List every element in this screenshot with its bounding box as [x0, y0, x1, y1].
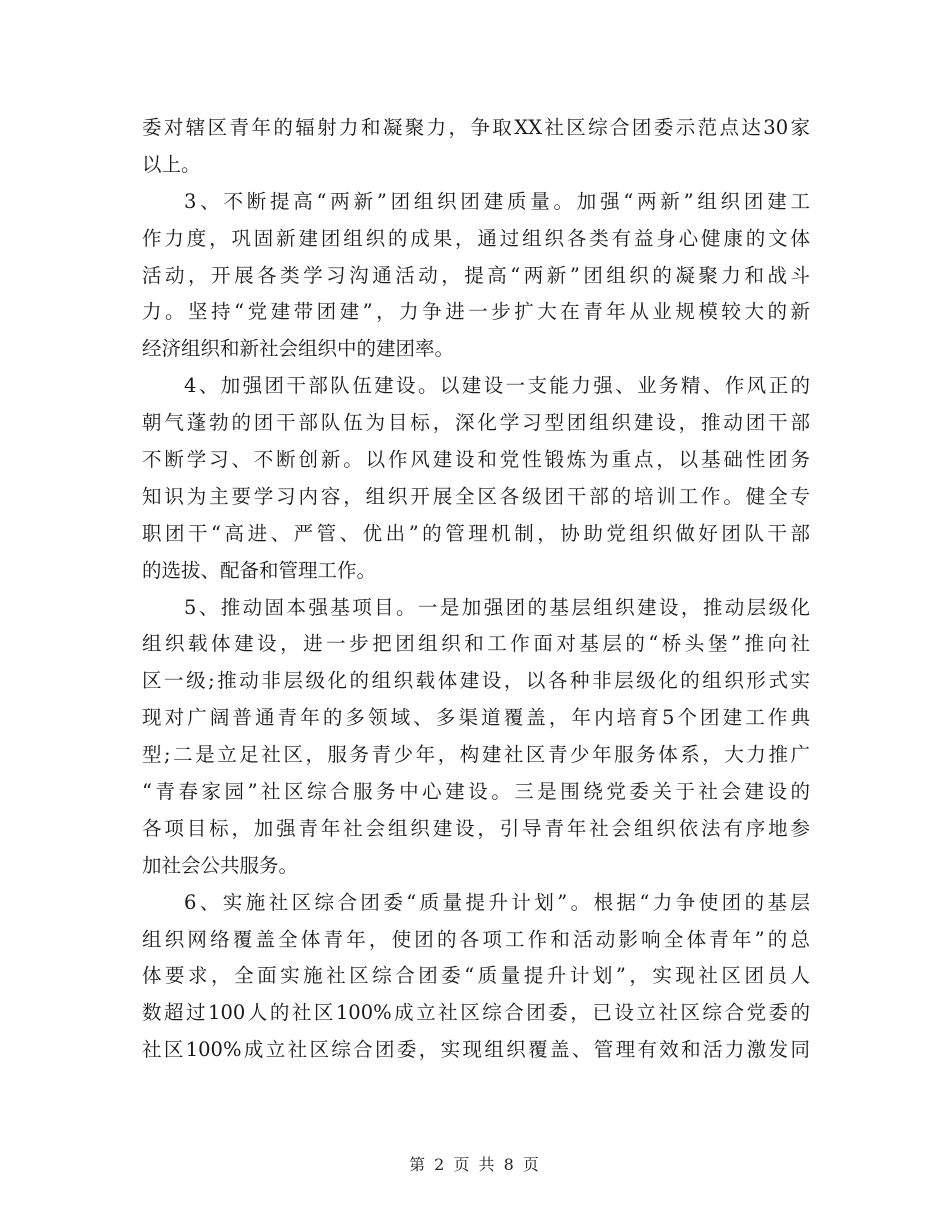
text-line: 5、推动固本强基项目。一是加强团的基层组织建设，推动层级化	[184, 595, 810, 619]
text-line: 朝气蓬勃的团干部队伍为目标，深化学习型团组织建设，推动团干部	[142, 411, 810, 435]
text-line: 6、实施社区综合团委“质量提升计划”。根据“力争使团的基层	[184, 890, 810, 914]
text-line: 加社会公共服务。	[142, 853, 299, 877]
text-line: 组织网络覆盖全体青年，使团的各项工作和活动影响全体青年”的总	[142, 927, 810, 951]
text-line: 经济组织和新社会组织中的建团率。	[142, 337, 455, 361]
text-line: 不断学习、不断创新。以作风建设和党性锻炼为重点，以基础性团务	[142, 448, 810, 472]
page-number-footer: 第 2 页 共 8 页	[409, 1155, 541, 1174]
text-line: 作力度，巩固新建团组织的成果，通过组织各类有益身心健康的文体	[142, 226, 810, 250]
text-line: 职团干“高进、严管、优出”的管理机制，协助党组织做好团队干部	[142, 521, 810, 545]
text-line: 活动，开展各类学习沟通活动，提高“两新”团组织的凝聚力和战斗	[142, 263, 810, 287]
text-line: 力。坚持“党建带团建”，力争进一步扩大在青年从业规模较大的新	[142, 300, 810, 324]
document-body	[142, 110, 810, 1069]
text-line: 体要求，全面实施社区综合团委“质量提升计划”，实现社区团员人	[142, 964, 810, 988]
text-line: 各项目标，加强青年社会组织建设，引导青年社会组织依法有序地参	[142, 816, 810, 840]
text-line: 4、加强团干部队伍建设。以建设一支能力强、业务精、作风正的	[184, 374, 810, 398]
text-line: “青春家园”社区综合服务中心建设。三是围绕党委关于社会建设的	[142, 780, 810, 804]
text-line: 数超过100人的社区100%成立社区综合团委，已设立社区综合党委的	[142, 1001, 810, 1025]
text-line: 知识为主要学习内容，组织开展全区各级团干部的培训工作。健全专	[142, 484, 810, 508]
text-line: 的选拔、配备和管理工作。	[142, 558, 377, 582]
text-line: 以上。	[142, 152, 201, 176]
text-line: 社区100%成立社区综合团委，实现组织覆盖、管理有效和活力激发同	[142, 1038, 810, 1062]
text-line: 型;二是立足社区，服务青少年，构建社区青少年服务体系，大力推广	[142, 743, 810, 767]
text-line: 3、不断提高“两新”团组织团建质量。加强“两新”组织团建工	[184, 189, 810, 213]
text-line: 现对广阔普通青年的多领域、多渠道覆盖，年内培育5个团建工作典	[142, 706, 810, 730]
text-line: 区一级;推动非层级化的组织载体建设，以各种非层级化的组织形式实	[142, 669, 810, 693]
text-line: 组织载体建设，进一步把团组织和工作面对基层的“桥头堡”推向社	[142, 632, 810, 656]
text-line: 委对辖区青年的辐射力和凝聚力，争取XX社区综合团委示范点达30家	[142, 116, 810, 139]
